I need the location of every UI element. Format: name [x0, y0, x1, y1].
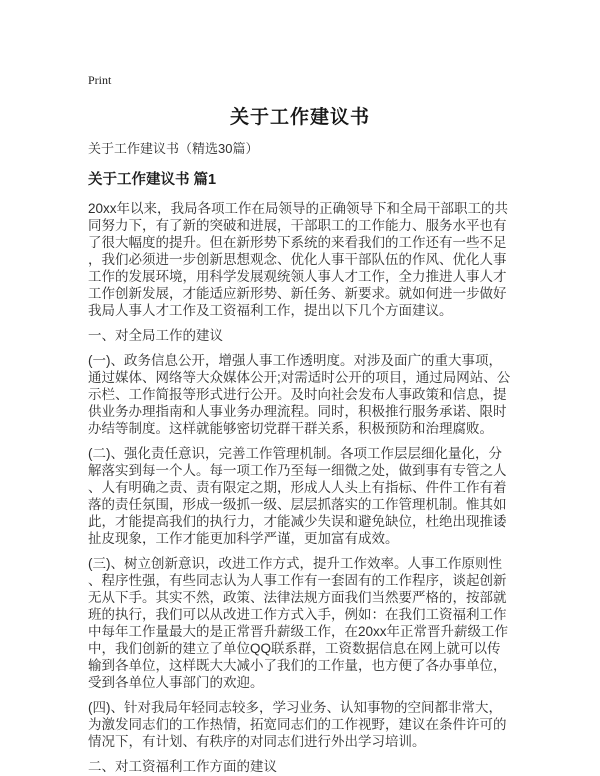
paragraph-intro: 20xx年以来，我局各项工作在局领导的正确领导下和全局干部职工的共同努力下，有了新的突破和进展，干部职工的工作能力、服务水平也有了很大幅度的提升。但在新形势下系统的来看我们的工作还有一些不足，我们必须进一步创新思想观念、优化人事干部队伍的作风、优化人事工作的发展环境，用科学发展观统领人事人才工作，全力推进人事人才工作创新发展，才能适应新形势、新任务、新要求。就如何进一步做好我局人事人才工作及工资福利工作，提出以下几个方面建议。	[88, 201, 509, 318]
article-subtitle: 关于工作建议书（精选30篇）	[88, 141, 259, 156]
page-title: 关于工作建议书	[229, 107, 370, 128]
print-link[interactable]: Print	[88, 73, 112, 87]
paragraph-item-2: (二)、强化责任意识，完善工作管理机制。各项工作层层细化量化，分解落实到每一个人。每一项工作乃至每一细微之处，做到事有专管之人、人有明确之责、责有限定之期，形成人人头上有指标、件件工作有着落的责任氛围，形成一级抓一级、层层抓落实的工作管理机制。惟其如此，才能提高我们的执行力，才能减少失误和避免缺位，杜绝出现推诿扯皮现象，工作才能更加科学严谨，更加富有成效。	[88, 446, 507, 546]
article-section-title: 关于工作建议书 篇1	[88, 172, 217, 188]
section-heading-2: 二、对工资福利工作方面的建议	[88, 759, 277, 774]
paragraph-item-1: (一)、政务信息公开，增强人事工作透明度。对涉及面广的重大事项，通过媒体、网络等大众媒体公开;对需适时公开的项目，通过局网站、公示栏、工作简报等形式进行公开。及时向社会发布人事政策和信息，提供业务办理指南和人事业务办理流程。同时，积极推行服务承诺、限时办结等制度。这样就能够密切党群干群关系，积极预防和治理腐败。	[88, 353, 511, 436]
section-heading-1: 一、对全局工作的建议	[88, 328, 223, 343]
paragraph-item-3: (三)、树立创新意识，改进工作方式，提升工作效率。人事工作原则性、程序性强，有些同志认为人事工作有一套固有的工作程序，谈起创新无从下手。其实不然，政策、法律法规方面我们当然要严格的，按部就班的执行，我们可以从改进工作方式入手，例如：在我们工资福利工作中每年工作量最大的是正常晋升薪级工作，在20xx年正常晋升薪级工作中，我们创新的建立了单位QQ联系群，工资数据信息在网上就可以传输到各单位，这样既大大减小了我们的工作量，也方便了各办事单位，受到各单位人事部门的欢迎。	[88, 556, 509, 690]
paragraph-item-4: (四)、针对我局年轻同志较多，学习业务、认知事物的空间都非常大，为激发同志们的工作热情，拓宽同志们的工作视野，建议在条件许可的情况下，有计划、有秩序的对同志们进行外出学习培训。	[88, 700, 507, 749]
